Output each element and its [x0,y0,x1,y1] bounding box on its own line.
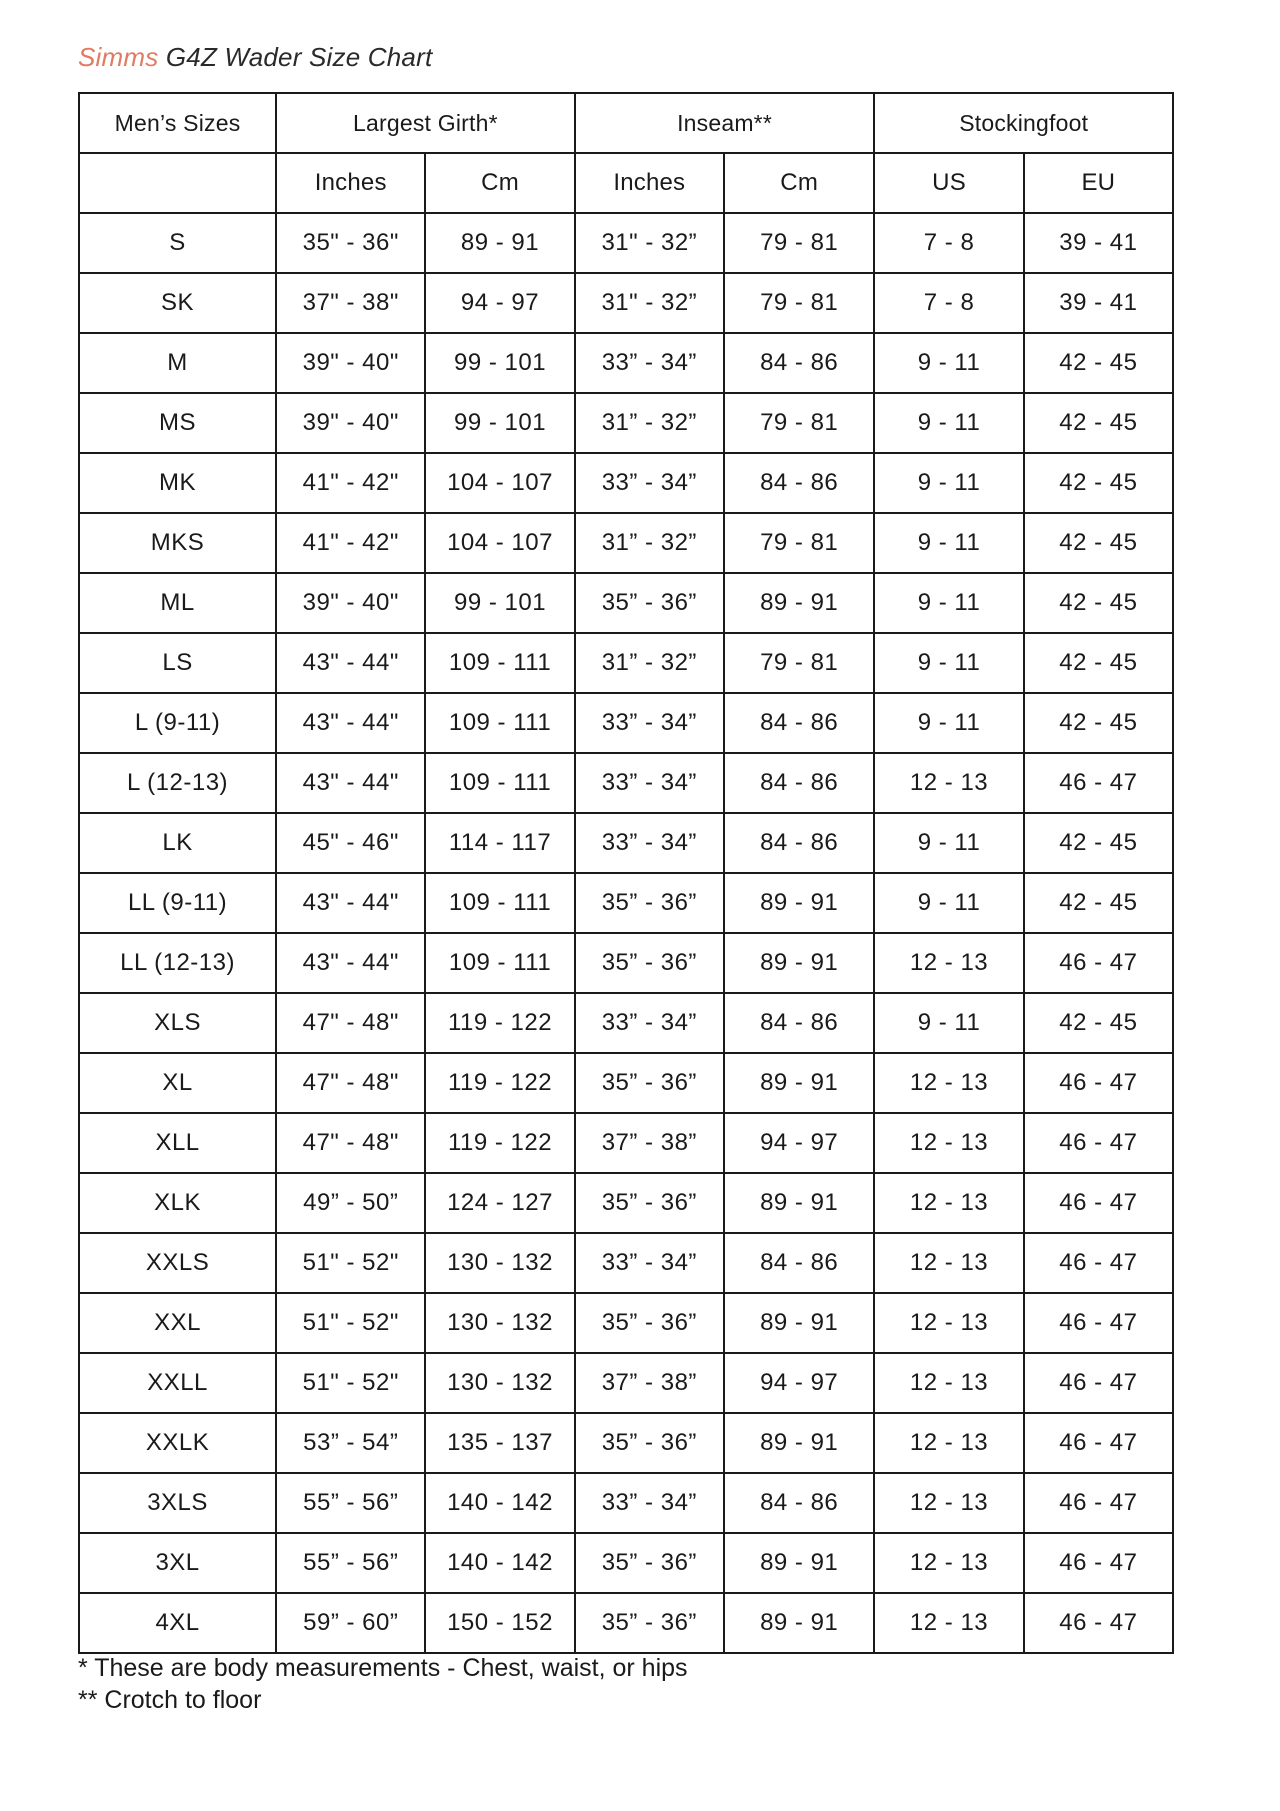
cell-girth-inches: 51" - 52" [276,1293,425,1353]
cell-inseam-cm: 89 - 91 [724,1053,874,1113]
cell-inseam-cm: 84 - 86 [724,453,874,513]
cell-girth-inches: 43" - 44" [276,933,425,993]
cell-inseam-cm: 94 - 97 [724,1113,874,1173]
size-rows [79,213,1173,1653]
cell-inseam-cm: 89 - 91 [724,1293,874,1353]
cell-inseam-inches: 33” - 34” [575,453,724,513]
group-header-row [79,93,1173,153]
cell-foot-us: 9 - 11 [874,513,1023,573]
cell-girth-cm: 99 - 101 [425,573,574,633]
cell-size: S [79,213,276,273]
cell-inseam-cm: 79 - 81 [724,273,874,333]
cell-girth-inches: 47" - 48" [276,1113,425,1173]
cell-size: M [79,333,276,393]
cell-girth-cm: 109 - 111 [425,693,574,753]
footnotes [78,1652,688,1716]
cell-foot-us: 12 - 13 [874,1113,1023,1173]
brand-name: Simms [78,42,159,72]
table-row [79,633,1173,693]
document-title [78,42,432,73]
cell-foot-us: 9 - 11 [874,693,1023,753]
cell-inseam-inches: 35” - 36” [575,1593,724,1653]
cell-size: LK [79,813,276,873]
cell-girth-inches: 43" - 44" [276,633,425,693]
cell-foot-eu: 39 - 41 [1024,213,1173,273]
header-inseam: Inseam** [575,93,875,153]
cell-girth-inches: 45" - 46" [276,813,425,873]
footnote-girth: * These are body measurements - Chest, waist, or hips [78,1654,688,1682]
cell-size: XXLS [79,1233,276,1293]
table-row [79,333,1173,393]
cell-inseam-cm: 84 - 86 [724,333,874,393]
cell-inseam-inches: 31” - 32” [575,633,724,693]
cell-size: ML [79,573,276,633]
cell-girth-cm: 150 - 152 [425,1593,574,1653]
cell-girth-inches: 51" - 52" [276,1353,425,1413]
unit-header-inseam-inches: Inches [575,153,724,213]
cell-girth-cm: 124 - 127 [425,1173,574,1233]
cell-inseam-inches: 33” - 34” [575,693,724,753]
cell-foot-us: 12 - 13 [874,1593,1023,1653]
cell-inseam-cm: 89 - 91 [724,573,874,633]
table-row [79,753,1173,813]
cell-girth-cm: 109 - 111 [425,873,574,933]
cell-girth-cm: 119 - 122 [425,1053,574,1113]
cell-inseam-inches: 33” - 34” [575,813,724,873]
cell-size: XXLK [79,1413,276,1473]
cell-inseam-cm: 89 - 91 [724,1413,874,1473]
header-stockingfoot: Stockingfoot [874,93,1173,153]
cell-girth-inches: 41" - 42" [276,453,425,513]
cell-inseam-cm: 84 - 86 [724,753,874,813]
cell-foot-eu: 39 - 41 [1024,273,1173,333]
cell-inseam-cm: 79 - 81 [724,213,874,273]
cell-inseam-inches: 35” - 36” [575,573,724,633]
table-row [79,1413,1173,1473]
cell-inseam-inches: 35” - 36” [575,1293,724,1353]
cell-girth-inches: 47" - 48" [276,1053,425,1113]
cell-girth-inches: 59” - 60” [276,1593,425,1653]
cell-inseam-inches: 37” - 38” [575,1113,724,1173]
cell-foot-eu: 46 - 47 [1024,1293,1173,1353]
cell-girth-inches: 51" - 52" [276,1233,425,1293]
cell-inseam-inches: 33” - 34” [575,333,724,393]
cell-girth-cm: 135 - 137 [425,1413,574,1473]
cell-foot-eu: 46 - 47 [1024,1413,1173,1473]
cell-inseam-inches: 31” - 32” [575,393,724,453]
cell-size: SK [79,273,276,333]
cell-girth-cm: 130 - 132 [425,1293,574,1353]
cell-size: LL (12-13) [79,933,276,993]
cell-girth-cm: 104 - 107 [425,513,574,573]
table-row [79,873,1173,933]
table-row [79,1533,1173,1593]
cell-girth-cm: 109 - 111 [425,753,574,813]
header-largest-girth: Largest Girth* [276,93,575,153]
cell-foot-eu: 42 - 45 [1024,873,1173,933]
cell-foot-eu: 42 - 45 [1024,393,1173,453]
cell-foot-us: 9 - 11 [874,873,1023,933]
cell-girth-cm: 140 - 142 [425,1533,574,1593]
table-row [79,393,1173,453]
table-row [79,273,1173,333]
cell-foot-eu: 42 - 45 [1024,813,1173,873]
table-row [79,1293,1173,1353]
table-row [79,1113,1173,1173]
cell-girth-inches: 41" - 42" [276,513,425,573]
table-row [79,693,1173,753]
cell-size: XL [79,1053,276,1113]
cell-girth-cm: 89 - 91 [425,213,574,273]
cell-inseam-inches: 37” - 38” [575,1353,724,1413]
cell-inseam-cm: 79 - 81 [724,633,874,693]
unit-header-foot-eu: EU [1024,153,1173,213]
cell-foot-eu: 46 - 47 [1024,1113,1173,1173]
cell-foot-us: 12 - 13 [874,1053,1023,1113]
cell-foot-us: 12 - 13 [874,1413,1023,1473]
cell-girth-cm: 130 - 132 [425,1233,574,1293]
cell-foot-us: 12 - 13 [874,1233,1023,1293]
table-row [79,453,1173,513]
cell-girth-cm: 109 - 111 [425,633,574,693]
cell-inseam-cm: 89 - 91 [724,933,874,993]
table-row [79,1053,1173,1113]
cell-foot-eu: 42 - 45 [1024,633,1173,693]
cell-foot-us: 9 - 11 [874,573,1023,633]
cell-foot-eu: 42 - 45 [1024,693,1173,753]
cell-girth-inches: 53” - 54” [276,1413,425,1473]
cell-inseam-cm: 94 - 97 [724,1353,874,1413]
cell-foot-us: 9 - 11 [874,993,1023,1053]
table-row [79,1233,1173,1293]
size-chart-table [78,92,1174,1654]
cell-girth-inches: 39" - 40" [276,573,425,633]
cell-size: 3XL [79,1533,276,1593]
table-row [79,573,1173,633]
cell-inseam-cm: 84 - 86 [724,693,874,753]
cell-foot-us: 12 - 13 [874,933,1023,993]
cell-inseam-inches: 31" - 32” [575,273,724,333]
cell-girth-cm: 109 - 111 [425,933,574,993]
cell-foot-eu: 46 - 47 [1024,1533,1173,1593]
unit-header-sizes [79,153,276,213]
cell-foot-us: 9 - 11 [874,813,1023,873]
unit-header-foot-us: US [874,153,1023,213]
cell-foot-eu: 46 - 47 [1024,1593,1173,1653]
cell-size: XLL [79,1113,276,1173]
cell-girth-inches: 39" - 40" [276,393,425,453]
cell-inseam-inches: 33” - 34” [575,1233,724,1293]
cell-inseam-cm: 89 - 91 [724,873,874,933]
cell-inseam-inches: 31” - 32” [575,513,724,573]
cell-foot-us: 12 - 13 [874,1293,1023,1353]
unit-header-row [79,153,1173,213]
cell-size: XXLL [79,1353,276,1413]
cell-size: MS [79,393,276,453]
cell-inseam-cm: 84 - 86 [724,813,874,873]
cell-girth-cm: 119 - 122 [425,993,574,1053]
title-text: G4Z Wader Size Chart [165,42,433,72]
cell-foot-us: 12 - 13 [874,1353,1023,1413]
cell-size: L (12-13) [79,753,276,813]
footnote-inseam: ** Crotch to floor [78,1686,262,1714]
cell-inseam-inches: 31" - 32” [575,213,724,273]
cell-foot-eu: 46 - 47 [1024,1473,1173,1533]
unit-header-girth-cm: Cm [425,153,574,213]
cell-foot-us: 7 - 8 [874,273,1023,333]
cell-girth-cm: 114 - 117 [425,813,574,873]
cell-inseam-inches: 35” - 36” [575,873,724,933]
cell-size: XXL [79,1293,276,1353]
cell-girth-cm: 130 - 132 [425,1353,574,1413]
cell-inseam-cm: 84 - 86 [724,993,874,1053]
cell-foot-eu: 46 - 47 [1024,933,1173,993]
cell-foot-us: 12 - 13 [874,753,1023,813]
cell-foot-eu: 46 - 47 [1024,1053,1173,1113]
cell-size: LS [79,633,276,693]
cell-foot-us: 12 - 13 [874,1473,1023,1533]
cell-foot-eu: 42 - 45 [1024,573,1173,633]
table-row [79,1173,1173,1233]
cell-size: L (9-11) [79,693,276,753]
table-row [79,1473,1173,1533]
cell-foot-us: 9 - 11 [874,393,1023,453]
cell-girth-cm: 99 - 101 [425,333,574,393]
table-row [79,213,1173,273]
cell-foot-eu: 46 - 47 [1024,1233,1173,1293]
cell-size: XLK [79,1173,276,1233]
cell-foot-eu: 46 - 47 [1024,753,1173,813]
cell-foot-us: 9 - 11 [874,453,1023,513]
unit-header-girth-inches: Inches [276,153,425,213]
cell-girth-cm: 119 - 122 [425,1113,574,1173]
cell-girth-inches: 35" - 36" [276,213,425,273]
cell-girth-cm: 104 - 107 [425,453,574,513]
cell-foot-us: 9 - 11 [874,333,1023,393]
cell-size: 3XLS [79,1473,276,1533]
cell-girth-inches: 47" - 48" [276,993,425,1053]
unit-header-inseam-cm: Cm [724,153,874,213]
cell-size: 4XL [79,1593,276,1653]
cell-inseam-cm: 84 - 86 [724,1233,874,1293]
cell-inseam-cm: 89 - 91 [724,1593,874,1653]
table-row [79,933,1173,993]
table-row [79,513,1173,573]
cell-size: XLS [79,993,276,1053]
cell-size: MK [79,453,276,513]
cell-girth-cm: 94 - 97 [425,273,574,333]
cell-inseam-inches: 33” - 34” [575,753,724,813]
cell-inseam-cm: 79 - 81 [724,513,874,573]
cell-foot-eu: 42 - 45 [1024,993,1173,1053]
cell-inseam-cm: 89 - 91 [724,1173,874,1233]
cell-size: LL (9-11) [79,873,276,933]
cell-foot-eu: 42 - 45 [1024,333,1173,393]
cell-girth-inches: 43" - 44" [276,753,425,813]
cell-foot-eu: 46 - 47 [1024,1353,1173,1413]
table-row [79,813,1173,873]
header-mens-sizes: Men’s Sizes [79,93,276,153]
cell-girth-inches: 37" - 38" [276,273,425,333]
cell-inseam-inches: 33” - 34” [575,1473,724,1533]
cell-inseam-cm: 89 - 91 [724,1533,874,1593]
cell-foot-eu: 42 - 45 [1024,453,1173,513]
cell-inseam-inches: 35” - 36” [575,1533,724,1593]
cell-size: MKS [79,513,276,573]
cell-inseam-inches: 35” - 36” [575,933,724,993]
cell-inseam-inches: 35” - 36” [575,1413,724,1473]
cell-girth-inches: 49” - 50” [276,1173,425,1233]
cell-girth-cm: 99 - 101 [425,393,574,453]
cell-foot-us: 12 - 13 [874,1173,1023,1233]
cell-inseam-cm: 84 - 86 [724,1473,874,1533]
cell-girth-inches: 55” - 56” [276,1473,425,1533]
cell-foot-us: 7 - 8 [874,213,1023,273]
cell-inseam-inches: 35” - 36” [575,1173,724,1233]
cell-foot-us: 9 - 11 [874,633,1023,693]
cell-girth-inches: 55” - 56” [276,1533,425,1593]
cell-foot-eu: 42 - 45 [1024,513,1173,573]
cell-girth-inches: 43" - 44" [276,693,425,753]
cell-foot-eu: 46 - 47 [1024,1173,1173,1233]
table-row [79,1353,1173,1413]
cell-inseam-inches: 35” - 36” [575,1053,724,1113]
cell-girth-cm: 140 - 142 [425,1473,574,1533]
cell-girth-inches: 39" - 40" [276,333,425,393]
table-row [79,1593,1173,1653]
cell-inseam-inches: 33” - 34” [575,993,724,1053]
cell-inseam-cm: 79 - 81 [724,393,874,453]
table-row [79,993,1173,1053]
cell-girth-inches: 43" - 44" [276,873,425,933]
cell-foot-us: 12 - 13 [874,1533,1023,1593]
